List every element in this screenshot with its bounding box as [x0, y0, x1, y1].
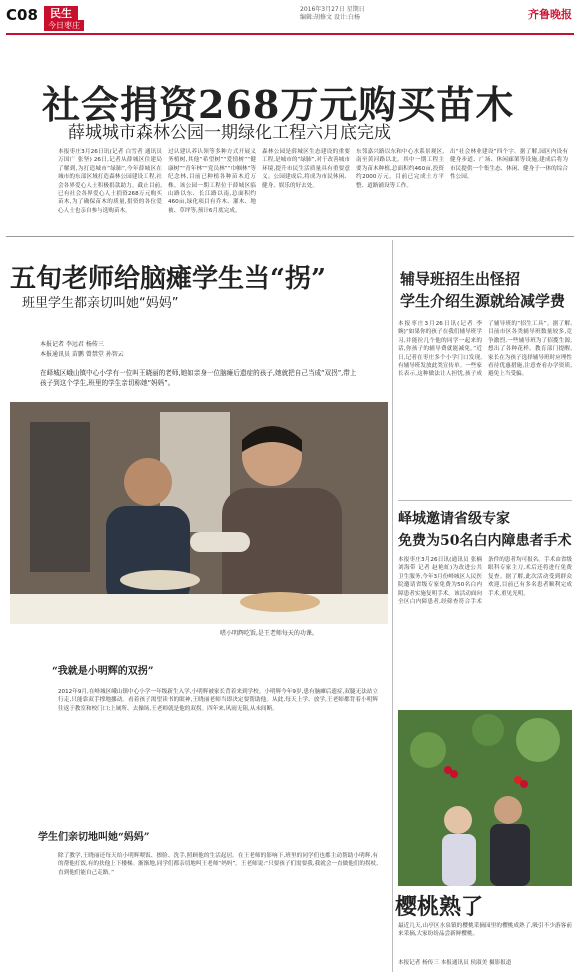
article3-text: 本报枣庄3月26日讯(记者 李婉)“如果你的孩子在我们辅导班学习,并能拉几个他的同学一起来的话,你孩子的辅导费就能减免。”近日,记者在枣庄多个小学门口发现,有辅导班发放此类宣传单。一些家长表示,这种做法让人担忧,孩子成了辅导班的“招生工具”。据了解,目前市区各类辅导班数量较多,竞争激烈,一些辅导班为了招揽生源,想出了各种花样。教育部门提醒,家长在为孩子选择辅导班时应理性看待优惠措施,注意查看办学资质,避免上当受骗。: [398, 321, 572, 378]
article1-col4: 东邻嘉兴路以东和中心水系景观区,南至黄河路以北。其中一期工程主要为苗木种植,总面积约460亩,投资约2000万元。目前已完成土方平整、道路铺设等工作。: [356, 149, 444, 189]
article5-headline: 樱桃熟了: [395, 894, 484, 920]
article3-headline-line2: 学生介绍生源就给减学费: [400, 292, 566, 310]
photo-caption: 嗜小明辉吃饭,是王老师每天的功课。: [220, 630, 318, 637]
article2-subhead: 班里学生都亲切叫她“妈妈”: [22, 296, 179, 311]
date-line: [300, 6, 365, 22]
column-divider: [392, 240, 393, 972]
article1-headline: 社会捐资268万元购买苗木: [42, 82, 515, 127]
article1-subhead: 薛城城市森林公园一期绿化工程六月底完成: [68, 123, 391, 143]
byline-reporters: 本报记者 李远君 杨传三: [40, 341, 104, 348]
section1-text: 2012年9月,在峄城区峨山镇中心小学一年级新生入学,小明辉被家长背着来到学校。小明辉今年9岁,患有脑瘫后遗症,双腿无法站立行走,只能靠双手撑地挪动。看着孩子渴望读书的眼神,王晓丽老师当即决定要帮助他。从此,每天上学、放学,王老师都背着小明辉往返于教室和校门口;上厕所、去操场,王老师就是他的双拐。四年来,风雨无阻,从未间断。: [58, 689, 378, 712]
page-number: C08: [6, 6, 38, 24]
article1-col2: 过认建认养认领等多种方式开展义务植树,其他“希望树”“爱情树”“健康树”“青年林”“党员林”“巾帼林”等纪念林,目前已种植各种苗木近万株。该公园一期工程位于薛城区临山路以东、长江路以南,总面积约460亩,绿化项目有乔木、灌木、地被、草坪等,预计6月底完成。: [168, 149, 256, 214]
newspaper-brand: 齐鲁晚报: [528, 8, 572, 21]
editor-text: 编辑:胡修文 设计:白杨: [300, 14, 360, 21]
section-divider: [6, 236, 574, 237]
cherry-photo: [398, 710, 572, 886]
article4-headline: [398, 508, 571, 552]
teacher-feeding-photo: [10, 402, 388, 624]
article2-lead: 在峄城区峨山镇中心小学有一位叫王晓丽的老师,她如亲身一位脑瘫后遗症的孩子,她就把自己当成“双拐”,带上孩子到这个学生,班里的学生亲切称她“妈妈”。: [40, 369, 357, 387]
section2-title: 学生们亲切地叫她“妈妈”: [38, 832, 150, 843]
article5-caption: 最近几天,山亭区水泉镇的樱桃采摘园里的樱桃成熟了,吸引不少游客前来采摘,大家纷纷品尝新鲜樱桃。: [398, 923, 572, 938]
section1-title: “我就是小明辉的双拐”: [52, 666, 154, 677]
section-name: 民生: [44, 6, 78, 22]
article4-text: 本报枣庄3月26日讯(通讯员 张楠 刘海带 记者 赵艳虹)为改进公共卫生服务,今年3月份峄城区人民医院邀请省级专家免费为50名白内障患者实施复明手术。该活动面向全区白内障患者,经筛查符合手术条件的患者均可报名。手术由省级眼科专家主刀,术后还将进行免费复查。据了解,此次活动受到群众欢迎,目前已有多名患者顺利完成手术,重见光明。: [398, 557, 572, 606]
article1-col1: 本报枣庄3月26日讯(记者 白雪者 通讯员 万国广 张坚) 26日,记者从薛城区住建局了解到,为打造城市“绿肺”,今年薛城区在城市的东部区域打造森林公园建设工程,社会各界爱心人士积极捐款助力。截止目前,已有社会各界爱心人士捐资268万元购买苗木,为了确保苗木的质量,捐资的各位爱心人士也亲自参与选购苗木。: [58, 149, 162, 214]
article1-col3: 森林公园是薛城区生态建设的重要工程,是城市的“绿肺”,对于改善城市环境,提升市民生活质量具有重要意义。公园建成后,将成为市民休闲、健身、娱乐的好去处。: [262, 149, 350, 189]
section-subname: 今日枣庄: [44, 20, 84, 31]
photo-illustration: [10, 402, 388, 624]
article3-headline: [400, 268, 565, 312]
article4-headline-line2: 免费为50名白内障患者手术: [398, 533, 572, 549]
right-divider-1: [398, 500, 572, 501]
article1-col5: 出“社会林业建设”四个字。据了解,园区内设有健身步道、广场、休闲廊架等设施,建成后将为市民提供一个集生态、休闲、健身于一体的综合性公园。: [450, 149, 568, 181]
article5-byline: 本报记者 杨传三 本报通讯员 侯淑美 摄影报道: [398, 960, 512, 966]
article2-headline: 五旬老师给脑瘫学生当“拐”: [10, 264, 326, 294]
article4-headline-line1: 峄城邀请省级专家: [398, 511, 510, 527]
article3-headline-line1: 辅导班招生出怪招: [400, 270, 521, 288]
section2-text: 除了教学,王晓丽还每天给小明辉喂饭、擦脸、洗手,照顾他的生活起居。在王老师的影响下,班里的同学们也都主动帮助小明辉,有的帮他打饭,有的扶他上下楼梯。渐渐地,同学们都亲切地叫王老师“妈妈”。王老师说:“只要孩子们需要我,我就会一直做他们的拐杖,直到他们能自己走路。”: [58, 853, 378, 876]
byline-correspondents: 本报通讯员 苗鹏 曾禁堂 孙智云: [40, 351, 124, 358]
masthead-rule: [6, 33, 574, 35]
article2-byline: [40, 340, 124, 360]
cherry-illustration: [398, 710, 572, 886]
date-text: 2016年3月27日 星期日: [300, 6, 365, 13]
